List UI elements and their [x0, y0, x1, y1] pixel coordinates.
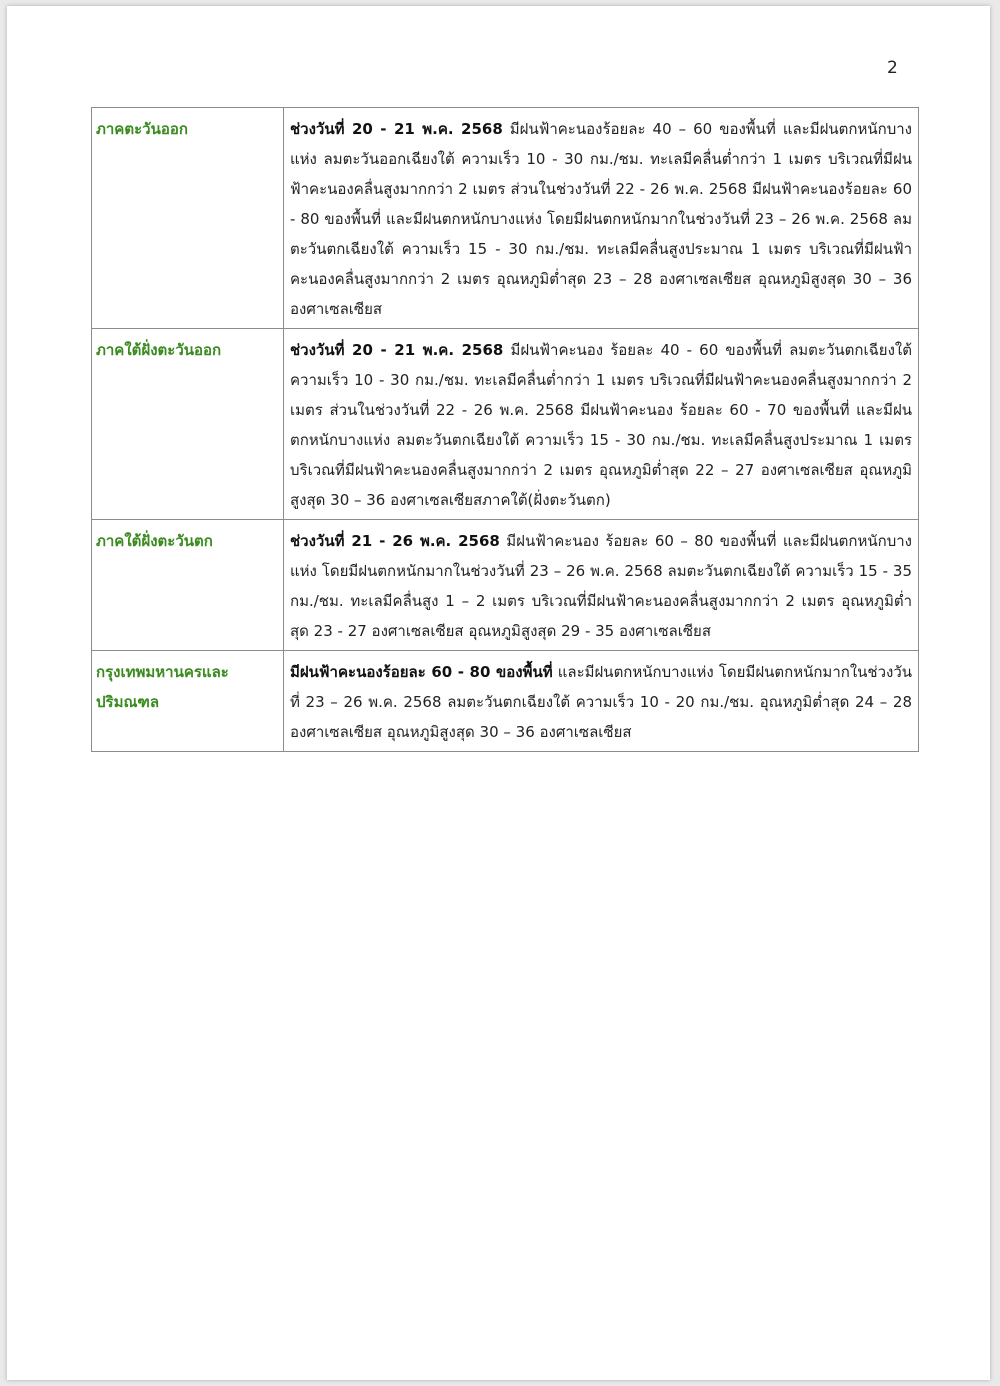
region-name: ภาคใต้ฝั่งตะวันออก	[92, 329, 284, 520]
document-page	[7, 6, 990, 1380]
forecast-description	[284, 108, 919, 329]
table-row	[92, 651, 919, 752]
region-name: ภาคตะวันออก	[92, 108, 284, 329]
forecast-lead: ช่วงวันที่ 21 - 26 พ.ค. 2568	[290, 532, 500, 550]
page-number: 2	[887, 58, 898, 78]
forecast-description	[284, 520, 919, 651]
forecast-description	[284, 329, 919, 520]
table-row	[92, 108, 919, 329]
forecast-table	[91, 107, 919, 752]
region-name: กรุงเทพมหานครและปริมณฑล	[92, 651, 284, 752]
table-row	[92, 520, 919, 651]
forecast-lead: ช่วงวันที่ 20 - 21 พ.ค. 2568	[290, 120, 503, 138]
forecast-text: มีฝนฟ้าคะนอง ร้อยละ 40 - 60 ของพื้นที่ ลมตะวันตกเฉียงใต้ ความเร็ว 10 - 30 กม./ชม. ทะเลมีคลื่นต่ำกว่า 1 เมตร บริเวณที่มีฝนฟ้าคะนองคลื่นสูงมากกว่า 2 เมตร ส่วนในช่วงวันที่ 22 - 26 พ.ค. 2568 มีฝนฟ้าคะนอง ร้อยละ 60 - 70 ของพื้นที่ และมีฝนตกหนักบางแห่ง ลมตะวันตกเฉียงใต้ ความเร็ว 15 - 30 กม./ชม. ทะเลมีคลื่นสูงประมาณ 1 เมตร บริเวณที่มีฝนฟ้าคะนองคลื่นสูงมากกว่า 2 เมตร อุณหภูมิต่ำสุด 22 – 27 องศาเซลเซียส อุณหภูมิสูงสุด 30 – 36 องศาเซลเซียสภาคใต้(ฝั่งตะวันตก)	[290, 341, 912, 509]
forecast-lead: มีฝนฟ้าคะนองร้อยละ 60 - 80 ของพื้นที่	[290, 663, 553, 681]
table-row	[92, 329, 919, 520]
forecast-description	[284, 651, 919, 752]
forecast-text: มีฝนฟ้าคะนอง ร้อยละ 60 – 80 ของพื้นที่ และมีฝนตกหนักบางแห่ง โดยมีฝนตกหนักมากในช่วงวันที่ 23 – 26 พ.ค. 2568 ลมตะวันตกเฉียงใต้ ความเร็ว 15 - 35 กม./ชม. ทะเลมีคลื่นสูง 1 – 2 เมตร บริเวณที่มีฝนฟ้าคะนองคลื่นสูงมากกว่า 2 เมตร อุณหภูมิต่ำสุด 23 - 27 องศาเซลเซียส อุณหภูมิสูงสุด 29 - 35 องศาเซลเซียส	[290, 532, 912, 640]
region-name: ภาคใต้ฝั่งตะวันตก	[92, 520, 284, 651]
forecast-lead: ช่วงวันที่ 20 - 21 พ.ค. 2568	[290, 341, 504, 359]
forecast-text: และมีฝนตกหนักบางแห่ง โดยมีฝนตกหนักมากในช่วงวันที่ 23 – 26 พ.ค. 2568 ลมตะวันตกเฉียงใต้ ความเร็ว 10 - 20 กม./ชม. อุณหภูมิต่ำสุด 24 – 28 องศาเซลเซียส อุณหภูมิสูงสุด 30 – 36 องศาเซลเซียส	[290, 663, 913, 741]
forecast-text: มีฝนฟ้าคะนองร้อยละ 40 – 60 ของพื้นที่ และมีฝนตกหนักบางแห่ง ลมตะวันออกเฉียงใต้ ความเร็ว 10 - 30 กม./ชม. ทะเลมีคลื่นต่ำกว่า 1 เมตร บริเวณที่มีฝนฟ้าคะนองคลื่นสูงมากกว่า 2 เมตร ส่วนในช่วงวันที่ 22 - 26 พ.ค. 2568 มีฝนฟ้าคะนองร้อยละ 60 - 80 ของพื้นที่ และมีฝนตกหนักบางแห่ง โดยมีฝนตกหนักมากในช่วงวันที่ 23 – 26 พ.ค. 2568 ลมตะวันตกเฉียงใต้ ความเร็ว 15 - 30 กม./ชม. ทะเลมีคลื่นสูงประมาณ 1 เมตร บริเวณที่มีฝนฟ้าคะนองคลื่นสูงมากกว่า 2 เมตร อุณหภูมิต่ำสุด 23 – 28 องศาเซลเซียส อุณหภูมิสูงสุด 30 – 36 องศาเซลเซียส	[290, 120, 912, 318]
